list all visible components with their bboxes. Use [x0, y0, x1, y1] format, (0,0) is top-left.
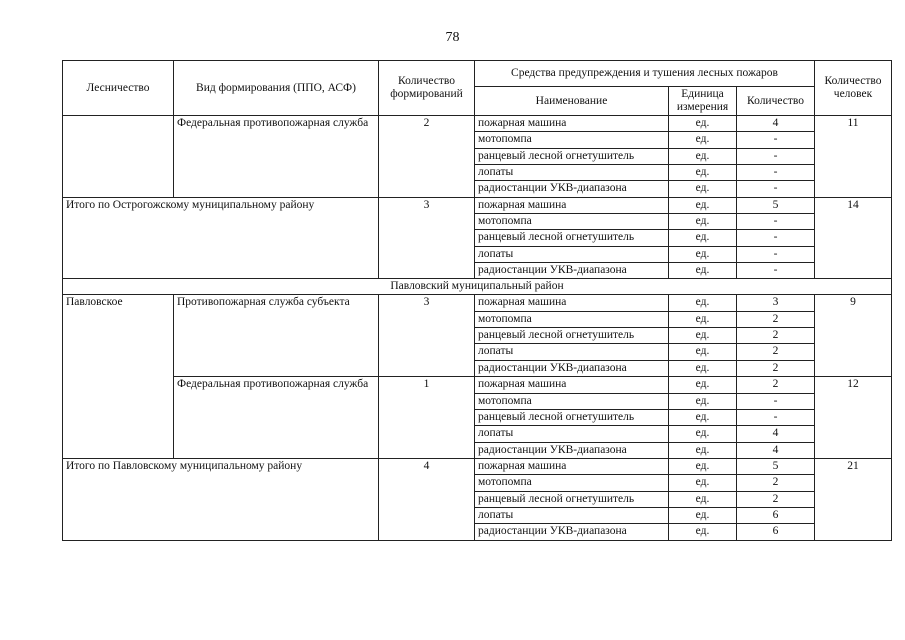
item-quantity: 3: [737, 295, 815, 311]
header-forestry: Лесничество: [63, 61, 174, 116]
item-quantity: -: [737, 165, 815, 181]
people-count-cell: 11: [815, 116, 892, 198]
item-unit: ед.: [669, 393, 737, 409]
item-unit: ед.: [669, 426, 737, 442]
item-name: лопаты: [475, 507, 669, 523]
people-count-cell: 9: [815, 295, 892, 377]
item-name: мотопомпа: [475, 214, 669, 230]
table-row: [63, 197, 892, 213]
item-name: мотопомпа: [475, 311, 669, 327]
item-unit: ед.: [669, 295, 737, 311]
header-people-count: Количество человек: [815, 61, 892, 116]
formation-count-cell: 3: [379, 197, 475, 279]
item-quantity: -: [737, 148, 815, 164]
item-unit: ед.: [669, 246, 737, 262]
item-name: радиостанции УКВ-диапазона: [475, 181, 669, 197]
header-means-group: Средства предупреждения и тушения лесных пожаров: [475, 61, 815, 87]
item-name: пожарная машина: [475, 295, 669, 311]
item-name: мотопомпа: [475, 393, 669, 409]
table-row: [63, 116, 892, 132]
item-name: ранцевый лесной огнетушитель: [475, 409, 669, 425]
item-quantity: 4: [737, 426, 815, 442]
item-name: радиостанции УКВ-диапазона: [475, 263, 669, 279]
region-label: Павловский муниципальный район: [63, 279, 892, 295]
table-row: [63, 458, 892, 474]
item-quantity: 2: [737, 344, 815, 360]
item-unit: ед.: [669, 263, 737, 279]
item-quantity: 6: [737, 524, 815, 540]
people-count-cell: 21: [815, 458, 892, 540]
item-name: мотопомпа: [475, 132, 669, 148]
item-quantity: 5: [737, 458, 815, 474]
item-unit: ед.: [669, 491, 737, 507]
item-quantity: 4: [737, 116, 815, 132]
item-unit: ед.: [669, 360, 737, 376]
item-name: пожарная машина: [475, 116, 669, 132]
header-quantity: Количество: [737, 87, 815, 116]
item-quantity: -: [737, 393, 815, 409]
item-unit: ед.: [669, 230, 737, 246]
item-quantity: 2: [737, 360, 815, 376]
forestry-cell: Павловское: [63, 295, 174, 458]
item-unit: ед.: [669, 377, 737, 393]
item-name: пожарная машина: [475, 377, 669, 393]
item-quantity: 2: [737, 377, 815, 393]
region-row: [63, 279, 892, 295]
item-name: радиостанции УКВ-диапазона: [475, 442, 669, 458]
item-unit: ед.: [669, 507, 737, 523]
item-name: ранцевый лесной огнетушитель: [475, 491, 669, 507]
total-label: Итого по Павловскому муниципальному району: [63, 458, 379, 540]
item-name: радиостанции УКВ-диапазона: [475, 524, 669, 540]
item-unit: ед.: [669, 409, 737, 425]
people-count-cell: 12: [815, 377, 892, 459]
item-unit: ед.: [669, 524, 737, 540]
item-name: лопаты: [475, 246, 669, 262]
item-quantity: -: [737, 230, 815, 246]
header-name: Наименование: [475, 87, 669, 116]
item-quantity: 6: [737, 507, 815, 523]
item-name: пожарная машина: [475, 197, 669, 213]
formation-cell: Федеральная противопожарная служба: [174, 116, 379, 198]
item-quantity: 4: [737, 442, 815, 458]
item-name: мотопомпа: [475, 475, 669, 491]
item-quantity: 2: [737, 328, 815, 344]
item-name: ранцевый лесной огнетушитель: [475, 328, 669, 344]
formation-cell: Противопожарная служба субъекта: [174, 295, 379, 377]
item-quantity: -: [737, 409, 815, 425]
item-unit: ед.: [669, 214, 737, 230]
item-unit: ед.: [669, 311, 737, 327]
formation-count-cell: 3: [379, 295, 475, 377]
item-quantity: -: [737, 214, 815, 230]
table-row: [63, 377, 892, 393]
table-row: [63, 295, 892, 311]
people-count-cell: 14: [815, 197, 892, 279]
total-label: Итого по Острогожскому муниципальному району: [63, 197, 379, 279]
formation-count-cell: 2: [379, 116, 475, 198]
item-quantity: 5: [737, 197, 815, 213]
fire-resources-table: [62, 60, 892, 541]
item-quantity: -: [737, 263, 815, 279]
item-unit: ед.: [669, 116, 737, 132]
item-quantity: 2: [737, 475, 815, 491]
item-unit: ед.: [669, 148, 737, 164]
item-name: пожарная машина: [475, 458, 669, 474]
item-quantity: 2: [737, 491, 815, 507]
header-unit: Единица измерения: [669, 87, 737, 116]
forestry-cell: [63, 116, 174, 198]
item-unit: ед.: [669, 442, 737, 458]
item-quantity: 2: [737, 311, 815, 327]
item-name: лопаты: [475, 426, 669, 442]
item-quantity: -: [737, 132, 815, 148]
formation-cell: Федеральная противопожарная служба: [174, 377, 379, 459]
item-name: лопаты: [475, 344, 669, 360]
item-unit: ед.: [669, 344, 737, 360]
item-unit: ед.: [669, 132, 737, 148]
item-unit: ед.: [669, 458, 737, 474]
header-formation-type: Вид формирования (ППО, АСФ): [174, 61, 379, 116]
formation-count-cell: 1: [379, 377, 475, 459]
item-unit: ед.: [669, 197, 737, 213]
item-quantity: -: [737, 181, 815, 197]
item-unit: ед.: [669, 475, 737, 491]
item-name: радиостанции УКВ-диапазона: [475, 360, 669, 376]
item-name: ранцевый лесной огнетушитель: [475, 230, 669, 246]
page-number: 78: [445, 30, 460, 45]
item-unit: ед.: [669, 328, 737, 344]
item-quantity: -: [737, 246, 815, 262]
header-row: [63, 61, 892, 87]
item-name: лопаты: [475, 165, 669, 181]
item-unit: ед.: [669, 165, 737, 181]
formation-count-cell: 4: [379, 458, 475, 540]
header-formation-count: Количество формирований: [379, 61, 475, 116]
item-unit: ед.: [669, 181, 737, 197]
item-name: ранцевый лесной огнетушитель: [475, 148, 669, 164]
